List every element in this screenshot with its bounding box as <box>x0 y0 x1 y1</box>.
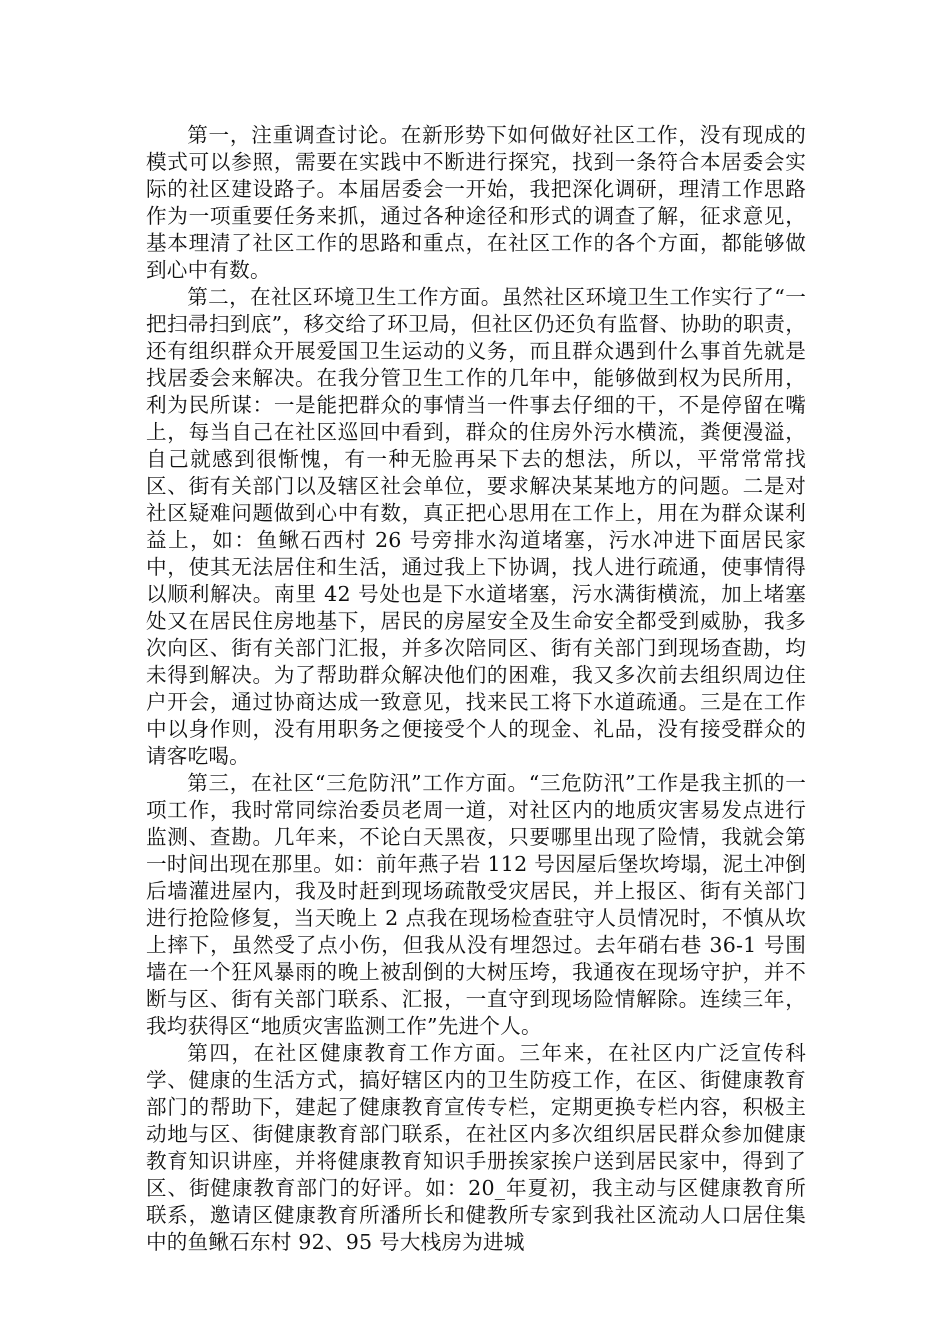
paragraph-survey-research: 第一，注重调查讨论。在新形势下如何做好社区工作，没有现成的模式可以参照，需要在实践中不断进行探究，找到一条符合本居委会实际的社区建设路子。本届居委会一开始，我把深化调研，理清工作思路作为一项重要任务来抓，通过各种途径和形式的调查了解，征求意见，基本理清了社区工作的思路和重点，在社区工作的各个方面，都能够做到心中有数。 <box>146 123 806 282</box>
document-body <box>146 122 806 1256</box>
paragraph-flood-prevention: 第三，在社区“三危防汛”工作方面。“三危防汛”工作是我主抓的一项工作，我时常同综治委员老周一道，对社区内的地质灾害易发点进行监测、查勘。几年来，不论白天黑夜，只要哪里出现了险情，我就会第一时间出现在那里。如：前年燕子岩 112 号因屋后堡坎垮塌，泥土冲倒后墙灌进屋内，我及时赶到现场疏散受灾居民，并上报区、街有关部门进行抢险修复，当天晚上 2 点我在现场检查驻守人员情况时，不慎从坎上摔下，虽然受了点小伤，但我从没有埋怨过。去年硝右巷 36-1 号围墙在一个狂风暴雨的晚上被刮倒的大树压垮，我通夜在现场守护，并不断与区、街有关部门联系、汇报，一直守到现场险情解除。连续三年，我均获得区“地质灾害监测工作”先进个人。 <box>146 771 806 1038</box>
paragraph-environmental-sanitation: 第二，在社区环境卫生工作方面。虽然社区环境卫生工作实行了“一把扫帚扫到底”，移交给了环卫局，但社区仍还负有监督、协助的职责，还有组织群众开展爱国卫生运动的义务，而且群众遇到什么事首先就是找居委会来解决。在我分管卫生工作的几年中，能够做到权为民所用，利为民所谋：一是能把群众的事情当一件事去仔细的干，不是停留在嘴上，每当自己在社区巡回中看到，群众的住房外污水横流，粪便漫溢，自己就感到很惭愧，有一种无脸再呆下去的想法，所以，平常常常找区、街有关部门以及辖区社会单位，要求解决某某地方的问题。二是对社区疑难问题做到心中有数，真正把心思用在工作上，用在为群众谋利益上，如：鱼鳅石西村 26 号旁排水沟道堵塞，污水冲进下面居民家中，使其无法居住和生活，通过我上下协调，找人进行疏通，使事情得以顺利解决。南里 42 号处也是下水道堵塞，污水满街横流，加上堵塞处又在居民住房地基下，居民的房屋安全及生命安全都受到威胁，我多次向区、街有关部门汇报，并多次陪同区、街有关部门到现场查勘，均未得到解决。为了帮助群众解决他们的困难，我又多次前去组织周边住户开会，通过协商达成一致意见，找来民工将下水道疏通。三是在工作中以身作则，没有用职务之便接受个人的现金、礼品，没有接受群众的请客吃喝。 <box>146 285 806 768</box>
paragraph-health-education: 第四，在社区健康教育工作方面。三年来，在社区内广泛宣传科学、健康的生活方式，搞好辖区内的卫生防疫工作，在区、街健康教育部门的帮助下，建起了健康教育宣传专栏，定期更换专栏内容，积极主动地与区、街健康教育部门联系，在社区内多次组织居民群众参加健康教育知识讲座，并将健康教育知识手册挨家挨户送到居民家中，得到了区、街健康教育部门的好评。如：20_年夏初，我主动与区健康教育所联系，邀请区健康教育所潘所长和健教所专家到我社区流动人口居住集中的鱼鳅石东村 92、95 号大栈房为进城 <box>146 1041 806 1254</box>
